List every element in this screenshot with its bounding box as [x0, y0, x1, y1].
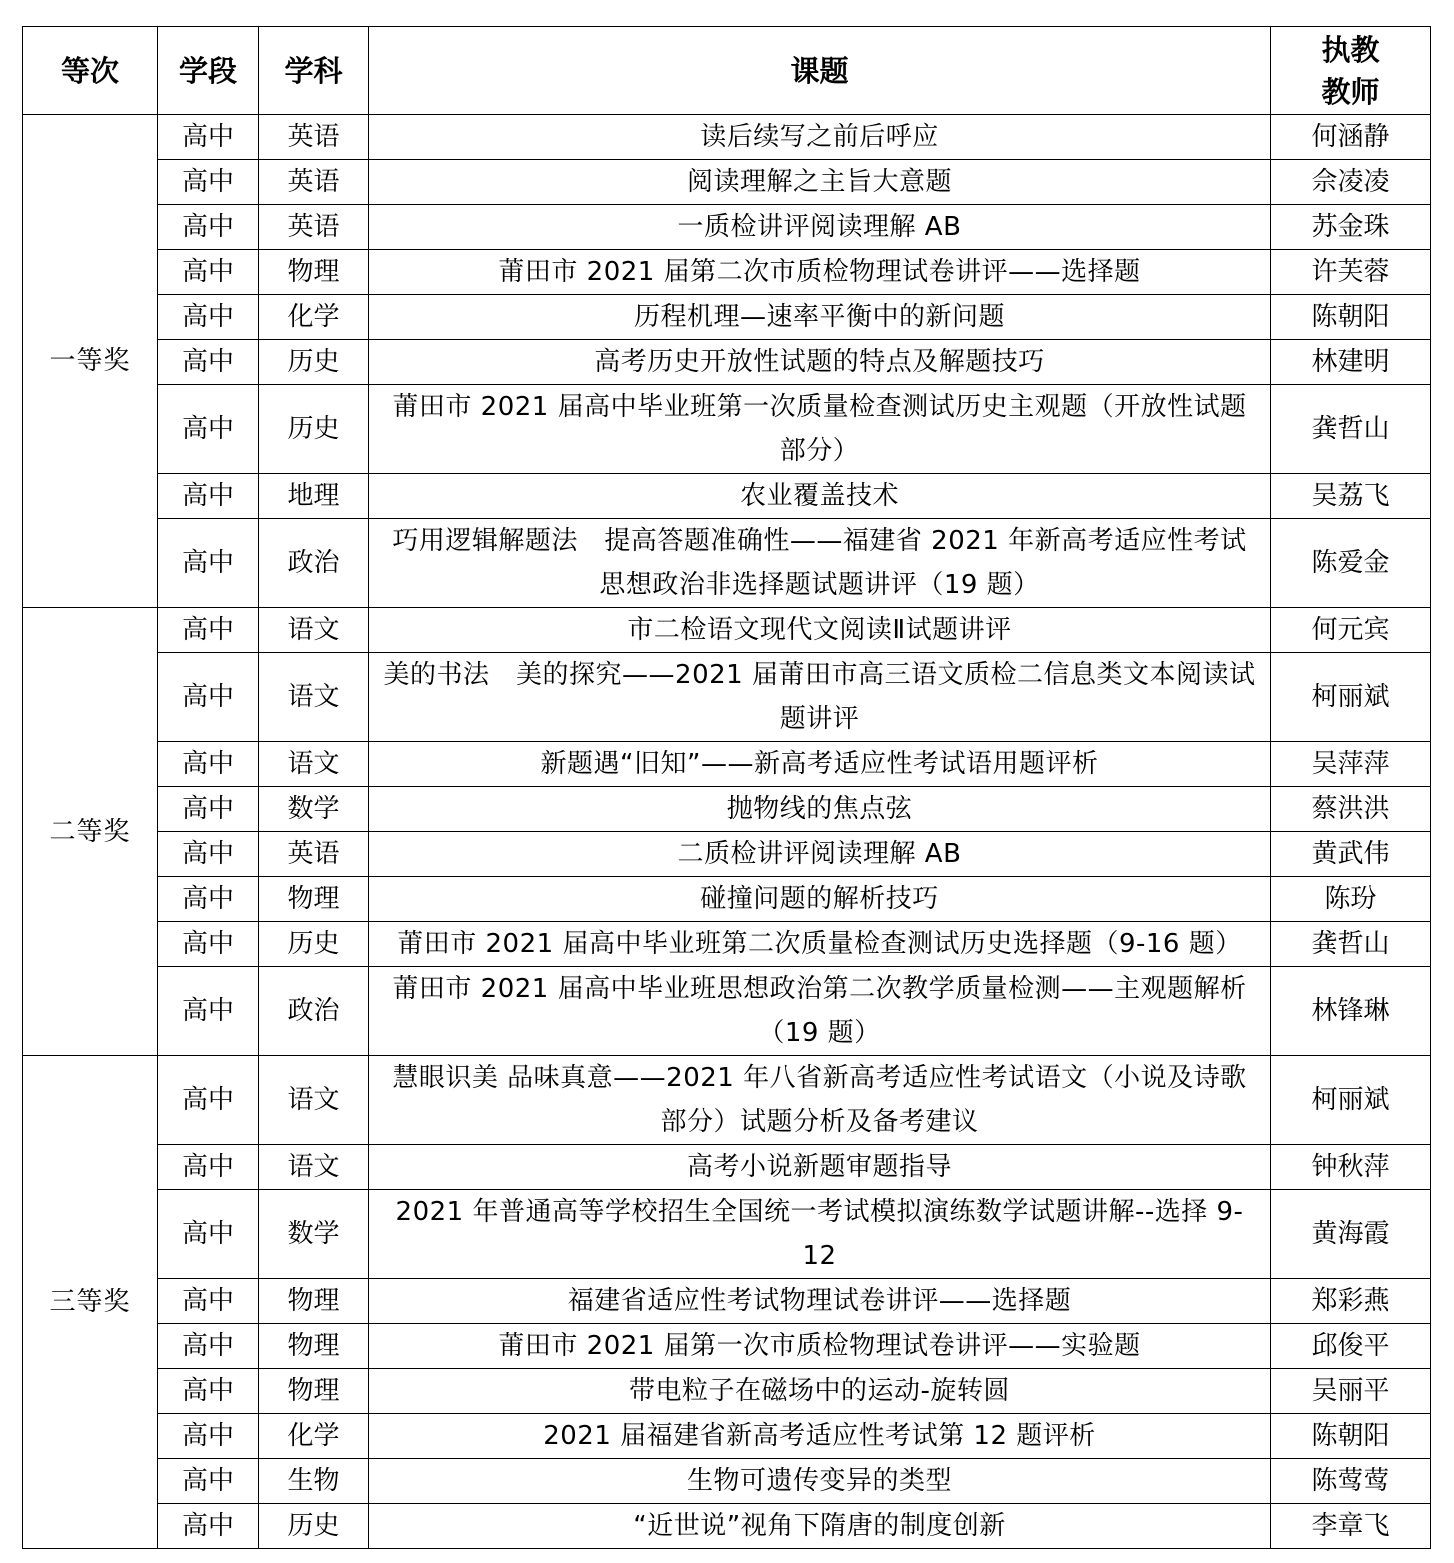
stage-cell: 高中	[158, 160, 259, 205]
stage-cell: 高中	[158, 1504, 259, 1549]
teacher-cell: 吴萍萍	[1271, 742, 1431, 787]
topic-cell: 农业覆盖技术	[369, 474, 1271, 519]
stage-cell: 高中	[158, 385, 259, 474]
table-row	[23, 474, 1431, 519]
subject-cell: 化学	[259, 1414, 369, 1459]
table-row	[23, 340, 1431, 385]
stage-cell: 高中	[158, 1459, 259, 1504]
table-row	[23, 653, 1431, 742]
teacher-cell: 吴丽平	[1271, 1369, 1431, 1414]
teacher-cell: 蔡洪洪	[1271, 787, 1431, 832]
subject-cell: 政治	[259, 967, 369, 1056]
subject-cell: 数学	[259, 787, 369, 832]
stage-cell: 高中	[158, 340, 259, 385]
subject-cell: 语文	[259, 1145, 369, 1190]
subject-cell: 物理	[259, 250, 369, 295]
subject-cell: 英语	[259, 115, 369, 160]
stage-cell: 高中	[158, 608, 259, 653]
stage-cell: 高中	[158, 1056, 259, 1145]
topic-cell: 二质检讲评阅读理解 AB	[369, 832, 1271, 877]
teacher-cell: 陈朝阳	[1271, 295, 1431, 340]
topic-cell: 莆田市 2021 届第一次市质检物理试卷讲评——实验题	[369, 1324, 1271, 1369]
topic-cell: 抛物线的焦点弦	[369, 787, 1271, 832]
subject-cell: 历史	[259, 385, 369, 474]
teacher-cell: 林锋琳	[1271, 967, 1431, 1056]
teacher-cell: 陈玢	[1271, 877, 1431, 922]
teacher-cell: 黄海霞	[1271, 1190, 1431, 1279]
subject-cell: 物理	[259, 1369, 369, 1414]
header-teacher: 执教 教师	[1271, 27, 1431, 115]
table-row	[23, 1279, 1431, 1324]
topic-cell: 高考小说新题审题指导	[369, 1145, 1271, 1190]
teacher-cell: 钟秋萍	[1271, 1145, 1431, 1190]
topic-cell: 带电粒子在磁场中的运动-旋转圆	[369, 1369, 1271, 1414]
teacher-cell: 郑彩燕	[1271, 1279, 1431, 1324]
table-row	[23, 1056, 1431, 1145]
award-table	[22, 26, 1431, 1549]
subject-cell: 地理	[259, 474, 369, 519]
subject-cell: 化学	[259, 295, 369, 340]
subject-cell: 英语	[259, 832, 369, 877]
stage-cell: 高中	[158, 205, 259, 250]
table-row	[23, 742, 1431, 787]
topic-cell: 历程机理—速率平衡中的新问题	[369, 295, 1271, 340]
award-level-cell: 二等奖	[23, 608, 158, 1056]
table-row	[23, 1504, 1431, 1549]
teacher-cell: 黄武伟	[1271, 832, 1431, 877]
table-row	[23, 1190, 1431, 1279]
table-row	[23, 1145, 1431, 1190]
subject-cell: 历史	[259, 922, 369, 967]
topic-cell: 莆田市 2021 届第二次市质检物理试卷讲评——选择题	[369, 250, 1271, 295]
subject-cell: 物理	[259, 877, 369, 922]
table-row	[23, 877, 1431, 922]
stage-cell: 高中	[158, 1145, 259, 1190]
subject-cell: 语文	[259, 1056, 369, 1145]
stage-cell: 高中	[158, 653, 259, 742]
topic-cell: 莆田市 2021 届高中毕业班思想政治第二次教学质量检测——主观题解析（19 题）	[369, 967, 1271, 1056]
table-row	[23, 1369, 1431, 1414]
subject-cell: 生物	[259, 1459, 369, 1504]
table-row	[23, 1459, 1431, 1504]
topic-cell: 莆田市 2021 届高中毕业班第一次质量检查测试历史主观题（开放性试题部分）	[369, 385, 1271, 474]
table-row	[23, 922, 1431, 967]
stage-cell: 高中	[158, 1324, 259, 1369]
topic-cell: 2021 年普通高等学校招生全国统一考试模拟演练数学试题讲解--选择 9-12	[369, 1190, 1271, 1279]
table-row	[23, 608, 1431, 653]
header-award: 等次	[23, 27, 158, 115]
header-row	[23, 27, 1431, 115]
teacher-cell: 许芙蓉	[1271, 250, 1431, 295]
subject-cell: 政治	[259, 519, 369, 608]
teacher-cell: 柯丽斌	[1271, 1056, 1431, 1145]
stage-cell: 高中	[158, 519, 259, 608]
header-subject: 学科	[259, 27, 369, 115]
topic-cell: 市二检语文现代文阅读Ⅱ试题讲评	[369, 608, 1271, 653]
table-row	[23, 787, 1431, 832]
table-row	[23, 295, 1431, 340]
topic-cell: 2021 届福建省新高考适应性考试第 12 题评析	[369, 1414, 1271, 1459]
stage-cell: 高中	[158, 967, 259, 1056]
stage-cell: 高中	[158, 877, 259, 922]
stage-cell: 高中	[158, 474, 259, 519]
topic-cell: 阅读理解之主旨大意题	[369, 160, 1271, 205]
table-row	[23, 115, 1431, 160]
subject-cell: 语文	[259, 742, 369, 787]
teacher-cell: 陈莺莺	[1271, 1459, 1431, 1504]
stage-cell: 高中	[158, 832, 259, 877]
award-table-body	[23, 27, 1431, 1549]
teacher-cell: 何元宾	[1271, 608, 1431, 653]
award-level-cell: 三等奖	[23, 1056, 158, 1549]
topic-cell: 碰撞问题的解析技巧	[369, 877, 1271, 922]
topic-cell: 美的书法 美的探究——2021 届莆田市高三语文质检二信息类文本阅读试题讲评	[369, 653, 1271, 742]
stage-cell: 高中	[158, 250, 259, 295]
stage-cell: 高中	[158, 1369, 259, 1414]
teacher-cell: 何涵静	[1271, 115, 1431, 160]
stage-cell: 高中	[158, 1190, 259, 1279]
teacher-cell: 李章飞	[1271, 1504, 1431, 1549]
subject-cell: 历史	[259, 1504, 369, 1549]
subject-cell: 语文	[259, 608, 369, 653]
teacher-cell: 陈爱金	[1271, 519, 1431, 608]
topic-cell: 读后续写之前后呼应	[369, 115, 1271, 160]
teacher-cell: 陈朝阳	[1271, 1414, 1431, 1459]
award-level-cell: 一等奖	[23, 115, 158, 608]
subject-cell: 语文	[259, 653, 369, 742]
table-row	[23, 160, 1431, 205]
stage-cell: 高中	[158, 742, 259, 787]
stage-cell: 高中	[158, 295, 259, 340]
subject-cell: 历史	[259, 340, 369, 385]
table-row	[23, 967, 1431, 1056]
subject-cell: 数学	[259, 1190, 369, 1279]
header-stage: 学段	[158, 27, 259, 115]
teacher-cell: 龚哲山	[1271, 385, 1431, 474]
subject-cell: 物理	[259, 1324, 369, 1369]
teacher-cell: 林建明	[1271, 340, 1431, 385]
header-topic: 课题	[369, 27, 1271, 115]
subject-cell: 英语	[259, 160, 369, 205]
topic-cell: 巧用逻辑解题法 提高答题准确性——福建省 2021 年新高考适应性考试思想政治非选择题试题讲评（19 题）	[369, 519, 1271, 608]
stage-cell: 高中	[158, 1414, 259, 1459]
teacher-cell: 佘凌凌	[1271, 160, 1431, 205]
teacher-cell: 吴荔飞	[1271, 474, 1431, 519]
subject-cell: 物理	[259, 1279, 369, 1324]
teacher-cell: 苏金珠	[1271, 205, 1431, 250]
teacher-cell: 龚哲山	[1271, 922, 1431, 967]
topic-cell: 慧眼识美 品味真意——2021 年八省新高考适应性考试语文（小说及诗歌部分）试题分析及备考建议	[369, 1056, 1271, 1145]
topic-cell: 一质检讲评阅读理解 AB	[369, 205, 1271, 250]
topic-cell: “近世说”视角下隋唐的制度创新	[369, 1504, 1271, 1549]
table-row	[23, 832, 1431, 877]
stage-cell: 高中	[158, 1279, 259, 1324]
topic-cell: 高考历史开放性试题的特点及解题技巧	[369, 340, 1271, 385]
table-row	[23, 1414, 1431, 1459]
topic-cell: 新题遇“旧知”——新高考适应性考试语用题评析	[369, 742, 1271, 787]
table-row	[23, 385, 1431, 474]
stage-cell: 高中	[158, 922, 259, 967]
topic-cell: 生物可遗传变异的类型	[369, 1459, 1271, 1504]
teacher-cell: 柯丽斌	[1271, 653, 1431, 742]
table-row	[23, 205, 1431, 250]
subject-cell: 英语	[259, 205, 369, 250]
table-row	[23, 1324, 1431, 1369]
table-row	[23, 250, 1431, 295]
stage-cell: 高中	[158, 787, 259, 832]
topic-cell: 莆田市 2021 届高中毕业班第二次质量检查测试历史选择题（9-16 题）	[369, 922, 1271, 967]
topic-cell: 福建省适应性考试物理试卷讲评——选择题	[369, 1279, 1271, 1324]
teacher-cell: 邱俊平	[1271, 1324, 1431, 1369]
table-row	[23, 519, 1431, 608]
stage-cell: 高中	[158, 115, 259, 160]
